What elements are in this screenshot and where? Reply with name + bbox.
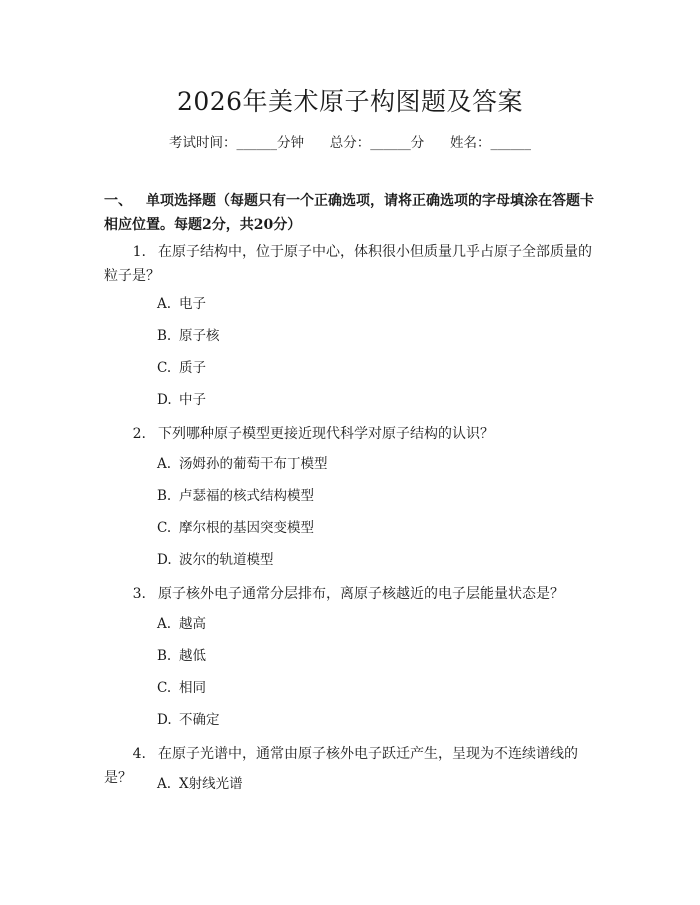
option-letter: D. — [157, 392, 172, 408]
section-number: 一、 — [104, 193, 132, 209]
option-letter: A. — [157, 616, 172, 632]
option-text: 原子核 — [179, 328, 220, 344]
option-2c — [157, 518, 314, 538]
option-letter: A. — [157, 776, 172, 792]
option-text: 汤姆孙的葡萄干布丁模型 — [179, 456, 328, 472]
option-text: 电子 — [179, 296, 206, 312]
option-3b — [157, 646, 206, 666]
option-1b — [157, 326, 220, 346]
option-text: 波尔的轨道模型 — [179, 552, 274, 568]
option-letter: C. — [157, 520, 172, 536]
option-letter: A. — [157, 296, 172, 312]
option-3c — [157, 678, 206, 698]
option-letter: C. — [157, 360, 172, 376]
option-letter: A. — [157, 456, 172, 472]
option-text: 相同 — [179, 680, 206, 696]
question-number: 3. — [132, 586, 146, 602]
option-2a — [157, 454, 328, 474]
option-letter: B. — [157, 328, 172, 344]
option-3d — [157, 710, 220, 730]
option-3a — [157, 614, 206, 634]
question-number: 1. — [132, 244, 146, 260]
option-2d — [157, 550, 274, 570]
option-text: X射线光谱 — [179, 776, 243, 792]
question-2 — [104, 422, 598, 446]
option-1c — [157, 358, 206, 378]
question-text: 原子核外电子通常分层排布，离原子核越近的电子层能量状态是？ — [158, 586, 564, 602]
page-title: 2026年美术原子构图题及答案 — [176, 87, 524, 116]
option-text: 中子 — [179, 392, 206, 408]
option-letter: C. — [157, 680, 172, 696]
option-letter: B. — [157, 488, 172, 504]
option-text: 不确定 — [179, 712, 220, 728]
option-2b — [157, 486, 314, 506]
question-number: 4. — [132, 746, 146, 762]
option-1a — [157, 294, 206, 314]
question-text: 在原子结构中，位于原子中心，体积很小但质量几乎占原子全部质量的粒子是？ — [104, 244, 592, 284]
option-text: 摩尔根的基因突变模型 — [179, 520, 314, 536]
question-text: 在原子光谱中，通常由原子核外电子跃迁产生，呈现为不连续谱线的是？ — [104, 746, 578, 786]
question-1 — [104, 240, 598, 288]
option-letter: D. — [157, 552, 172, 568]
section-heading — [104, 189, 604, 237]
question-number: 2. — [132, 426, 146, 442]
option-1d — [157, 390, 206, 410]
option-text: 质子 — [179, 360, 206, 376]
question-text: 下列哪种原子模型更接近现代科学对原子结构的认识？ — [158, 426, 494, 442]
option-text: 越低 — [179, 648, 206, 664]
exam-meta-line: 考试时间：______分钟 总分：______分 姓名：______ — [169, 135, 531, 151]
option-letter: B. — [157, 648, 172, 664]
option-text: 越高 — [179, 616, 206, 632]
option-text: 卢瑟福的核式结构模型 — [179, 488, 314, 504]
question-3 — [104, 582, 598, 606]
option-4a — [157, 774, 243, 794]
option-letter: D. — [157, 712, 172, 728]
section-instructions: 单项选择题（每题只有一个正确选项，请将正确选项的字母填涂在答题卡相应位置。每题2分，共20分） — [104, 193, 594, 233]
